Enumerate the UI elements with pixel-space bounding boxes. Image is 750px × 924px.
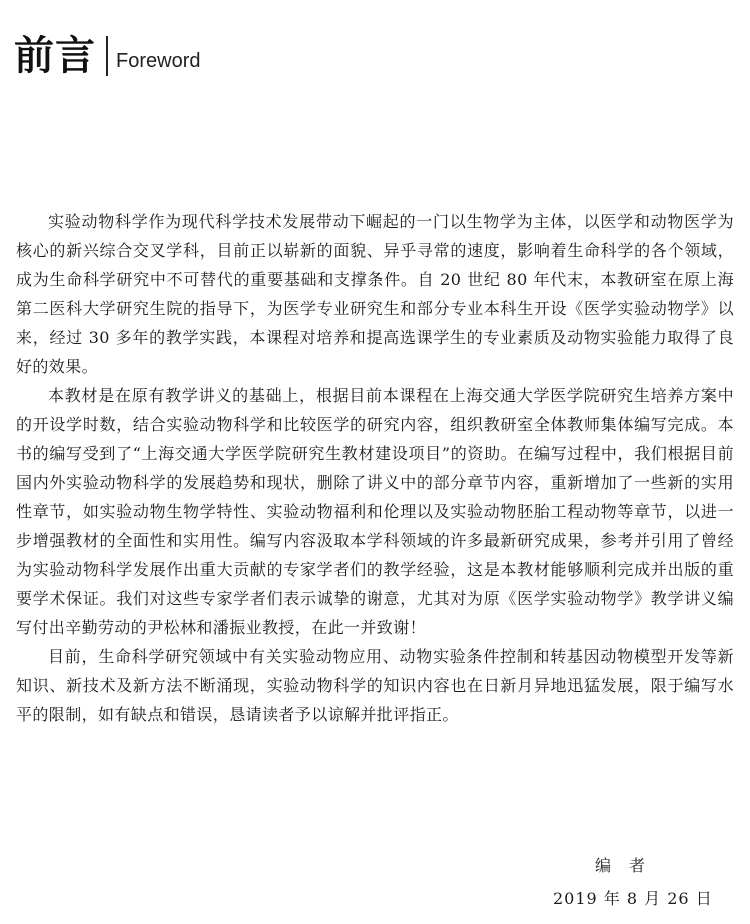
title-divider [106, 36, 108, 76]
page-title: 前言 [14, 33, 96, 79]
signature-date: 2019 年 8 月 26 日 [553, 889, 713, 908]
page-subtitle: Foreword [116, 50, 201, 72]
page-header [14, 30, 200, 82]
paragraph-1: 实验动物科学作为现代科学技术发展带动下崛起的一门以生物学为主体，以医学和动物医学为核心的新兴综合交叉学科，目前正以崭新的面貌、异乎寻常的速度，影响着生命科学的各个领域，成为生命科学研究中不可替代的重要基础和支撑条件。自 20 世纪 80 年代末，本教研室在原上海第二医科大学研究生院的指导下，为医学专业研究生和部分专业本科生开设《医学实验动物学》以来，经过 30 多年的教学实践，本课程对培养和提高选课学生的专业素质及动物实验能力取得了良好的效果。 [16, 212, 734, 376]
signature-author: 编者 [595, 856, 664, 875]
foreword-body [16, 207, 734, 729]
paragraph-2: 本教材是在原有教学讲义的基础上，根据目前本课程在上海交通大学医学院研究生培养方案中的开设学时数，结合实验动物科学和比较医学的研究内容，组织教研室全体教师集体编写完成。本书的编写受到了“上海交通大学医学院研究生教材建设项目”的资助。在编写过程中，我们根据目前国内外实验动物科学的发展趋势和现状，删除了讲义中的部分章节内容，重新增加了一些新的实用性章节，如实验动物生物学特性、实验动物福利和伦理以及实验动物胚胎工程动物等章节，以进一步增强教材的全面性和实用性。编写内容汲取本学科领域的许多最新研究成果，参考并引用了曾经为实验动物科学发展作出重大贡献的专家学者们的教学经验，这是本教材能够顺利完成并出版的重要学术保证。我们对这些专家学者们表示诚挚的谢意，尤其对为原《医学实验动物学》教学讲义编写付出辛勤劳动的尹松林和潘振业教授，在此一并致谢！ [16, 386, 734, 637]
paragraph-3: 目前，生命科学研究领域中有关实验动物应用、动物实验条件控制和转基因动物模型开发等新知识、新技术及新方法不断涌现，实验动物科学的知识内容也在日新月异地迅猛发展，限于编写水平的限制，如有缺点和错误，恳请读者予以谅解并批评指正。 [16, 647, 734, 724]
